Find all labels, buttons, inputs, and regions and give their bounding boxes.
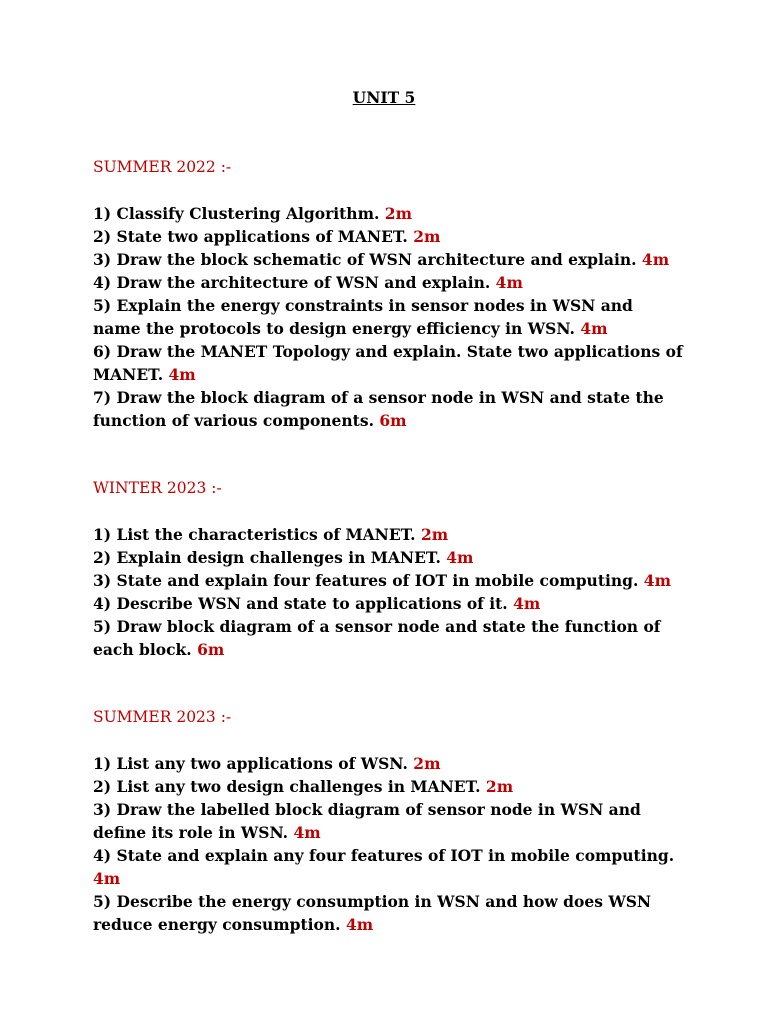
section-winter-2023 [93, 477, 683, 661]
question-item [93, 271, 683, 294]
marks-label: 2m [384, 204, 412, 223]
marks-label: 4m [513, 594, 541, 613]
question-text: 1) List the characteristics of MANET. [93, 525, 416, 544]
question-list [93, 752, 683, 936]
marks-label: 4m [345, 915, 374, 934]
marks-label: 4m [93, 869, 121, 888]
question-text: 1) List any two applications of WSN. [93, 754, 408, 773]
marks-label: 2m [413, 754, 441, 773]
marks-label: 4m [293, 823, 321, 842]
question-text: 6) Draw the MANET Topology and explain. State two applications of MANET. [93, 342, 683, 384]
marks-label: 4m [580, 319, 608, 338]
question-text: 3) Draw the block schematic of WSN architecture and explain. [93, 250, 637, 269]
section-summer-2022 [93, 156, 683, 432]
marks-label: 6m [379, 411, 407, 430]
section-summer-2023 [93, 706, 683, 936]
question-list [93, 523, 683, 661]
question-item [93, 202, 683, 225]
question-text: 2) State two applications of MANET. [93, 227, 408, 246]
question-text: 4) State and explain any four features of IOT in mobile computing. [93, 846, 675, 865]
marks-label: 4m [446, 548, 474, 567]
question-text: 4) Draw the architecture of WSN and explain. [93, 273, 491, 292]
question-text: 4) Describe WSN and state to applications of it. [93, 594, 508, 613]
question-text: 3) State and explain four features of IOT in mobile computing. [93, 571, 639, 590]
marks-label: 6m [197, 640, 225, 659]
question-item [93, 890, 683, 936]
marks-label: 2m [421, 525, 449, 544]
marks-label: 4m [643, 571, 671, 590]
question-item [93, 340, 683, 386]
marks-label: 4m [495, 273, 523, 292]
section-heading: SUMMER 2023 :- [93, 708, 232, 726]
question-item [93, 615, 683, 661]
question-item [93, 775, 683, 798]
marks-label: 2m [485, 777, 514, 796]
question-item [93, 225, 683, 248]
section-heading: WINTER 2023 :- [93, 479, 222, 497]
question-item [93, 798, 683, 844]
question-text: 3) Draw the labelled block diagram of sensor node in WSN and define its role in WSN. [93, 800, 641, 842]
question-text: 5) Describe the energy consumption in WSN and how does WSN reduce energy consumption. [93, 892, 652, 934]
marks-label: 4m [641, 250, 670, 269]
question-text: 5) Draw block diagram of a sensor node and state the function of each block. [93, 617, 661, 659]
question-item [93, 752, 683, 775]
question-text: 1) Classify Clustering Algorithm. [93, 204, 380, 223]
question-item [93, 569, 683, 592]
marks-label: 4m [168, 365, 196, 384]
question-list [93, 202, 683, 432]
question-item [93, 523, 683, 546]
question-text: 2) Explain design challenges in MANET. [93, 548, 441, 567]
marks-label: 2m [413, 227, 441, 246]
question-text: 5) Explain the energy constraints in sensor nodes in WSN and name the protocols to design energy efficiency in WSN. [93, 296, 633, 338]
question-item [93, 844, 683, 890]
question-item [93, 546, 683, 569]
question-text: 7) Draw the block diagram of a sensor node in WSN and state the function of various components. [93, 388, 664, 430]
question-item [93, 592, 683, 615]
question-item [93, 386, 683, 432]
section-heading: SUMMER 2022 :- [93, 158, 232, 176]
question-item [93, 248, 683, 271]
page-title: UNIT 5 [352, 88, 416, 107]
question-item [93, 294, 683, 340]
question-text: 2) List any two design challenges in MANET. [93, 777, 481, 796]
